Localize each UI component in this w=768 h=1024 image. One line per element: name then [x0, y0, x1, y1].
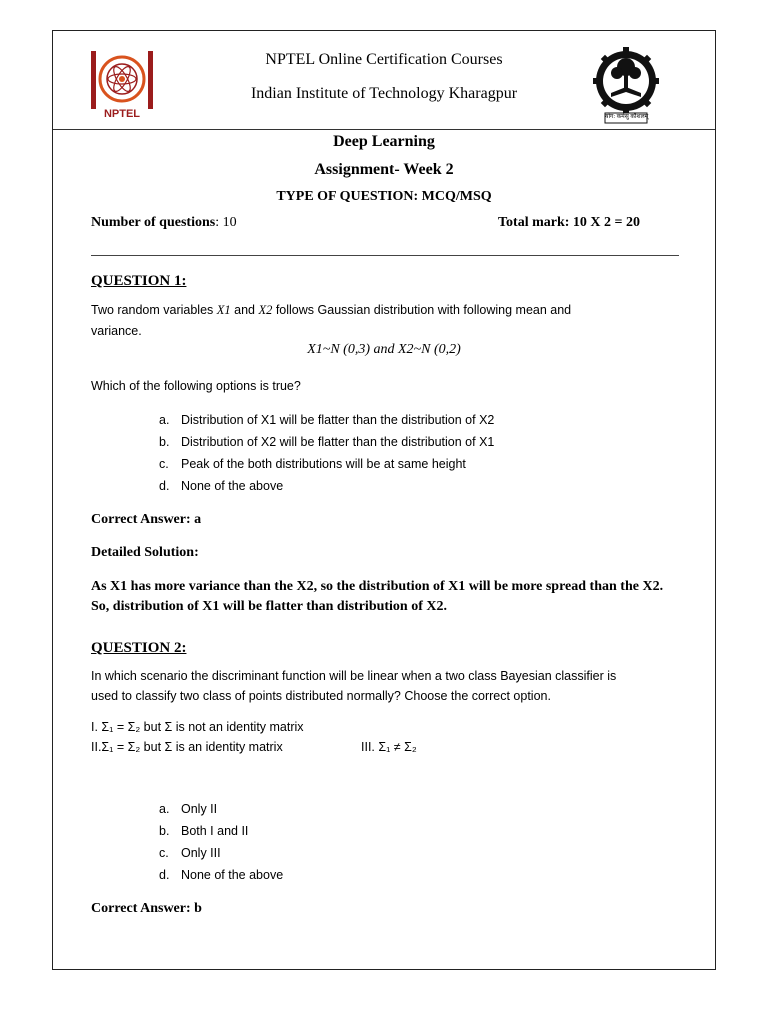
iit-logo-motto: योग: कर्मसु कौशलम्: [605, 114, 649, 120]
number-of-questions: [91, 215, 237, 231]
question-1-text-line-2: variance.: [91, 324, 142, 338]
question-type: TYPE OF QUESTION: MCQ/MSQ: [276, 189, 492, 204]
number-of-questions-value: : 10: [215, 215, 237, 230]
assignment-title: Assignment- Week 2: [314, 161, 454, 178]
q2-option-c-text: Only III: [181, 846, 221, 860]
q2-correct-answer: Correct Answer: b: [91, 901, 202, 916]
q1-option-c: [159, 457, 466, 471]
question-1-formula: X1~N (0,3) and X2~N (0,2): [307, 342, 461, 357]
q2-option-d-letter: d.: [159, 868, 170, 882]
question-2-text-line-2: used to classify two class of points distributed normally? Choose the correct option.: [91, 689, 551, 703]
question-1-prompt: Which of the following options is true?: [91, 379, 301, 393]
question-1-title: QUESTION 1:: [91, 273, 187, 289]
header-line-1: NPTEL Online Certification Courses: [265, 51, 503, 68]
q1-option-b: [159, 435, 494, 449]
q1-option-d-letter: d.: [159, 479, 170, 493]
q1-var-x2: X2: [258, 303, 273, 317]
q1-solution-label: Detailed Solution:: [91, 545, 199, 560]
q2-condition-2: II.Σ₁ = Σ₂ but Σ is an identity matrix: [91, 740, 283, 754]
q2-option-a: [159, 802, 217, 816]
q2-option-d: [159, 868, 283, 882]
q1-option-b-text: Distribution of X2 will be flatter than the distribution of X1: [181, 435, 495, 449]
header-rule: [53, 129, 715, 130]
q2-option-a-text: Only II: [181, 802, 218, 816]
page-frame: [52, 30, 716, 970]
q1-solution-text: As X1 has more variance than the X2, so the distribution of X1 will be more spread than the X2. So, distribution of X1 will be flatter than distribution of X2.: [91, 579, 664, 614]
course-title: Deep Learning: [333, 133, 435, 150]
q2-option-b: [159, 824, 248, 838]
number-of-questions-label: Number of questions: [91, 215, 216, 230]
q1-option-a: [159, 413, 494, 427]
q1-option-c-letter: c.: [159, 457, 169, 471]
nptel-logo-text: NPTEL: [103, 108, 141, 120]
q1-var-x1: X1: [216, 303, 231, 317]
question-2-title: QUESTION 2:: [91, 640, 187, 656]
q2-option-d-text: None of the above: [181, 868, 284, 882]
q2-condition-3: III. Σ₁ ≠ Σ₂: [361, 740, 417, 754]
q2-option-c-letter: c.: [159, 846, 169, 860]
q2-option-a-letter: a.: [159, 802, 170, 816]
q1-text-b: follows Gaussian distribution with following mean and: [272, 303, 572, 317]
q1-text-and: and: [230, 303, 259, 317]
q2-option-b-text: Both I and II: [181, 824, 249, 838]
section-divider: [91, 255, 679, 256]
iit-kharagpur-logo: [593, 45, 659, 125]
header-line-2: Indian Institute of Technology Kharagpur: [250, 85, 518, 102]
total-mark: Total mark: 10 X 2 = 20: [498, 215, 641, 230]
q1-option-d: [159, 479, 283, 493]
q1-option-d-text: None of the above: [181, 479, 284, 493]
q1-option-a-letter: a.: [159, 413, 170, 427]
q2-condition-1: I. Σ₁ = Σ₂ but Σ is not an identity matrix: [91, 720, 304, 734]
question-1-text-line-1: [91, 300, 571, 320]
question-2-text-line-1: In which scenario the discriminant function will be linear when a two class Bayesian classifier is: [91, 669, 617, 683]
q1-option-c-text: Peak of the both distributions will be at same height: [181, 457, 466, 471]
q2-option-b-letter: b.: [159, 824, 170, 838]
q1-option-a-text: Distribution of X1 will be flatter than the distribution of X2: [181, 413, 495, 427]
q1-text-a: Two random variables: [91, 303, 217, 317]
q1-correct-answer: Correct Answer: a: [91, 512, 202, 527]
q1-option-b-letter: b.: [159, 435, 170, 449]
q2-option-c: [159, 846, 221, 860]
